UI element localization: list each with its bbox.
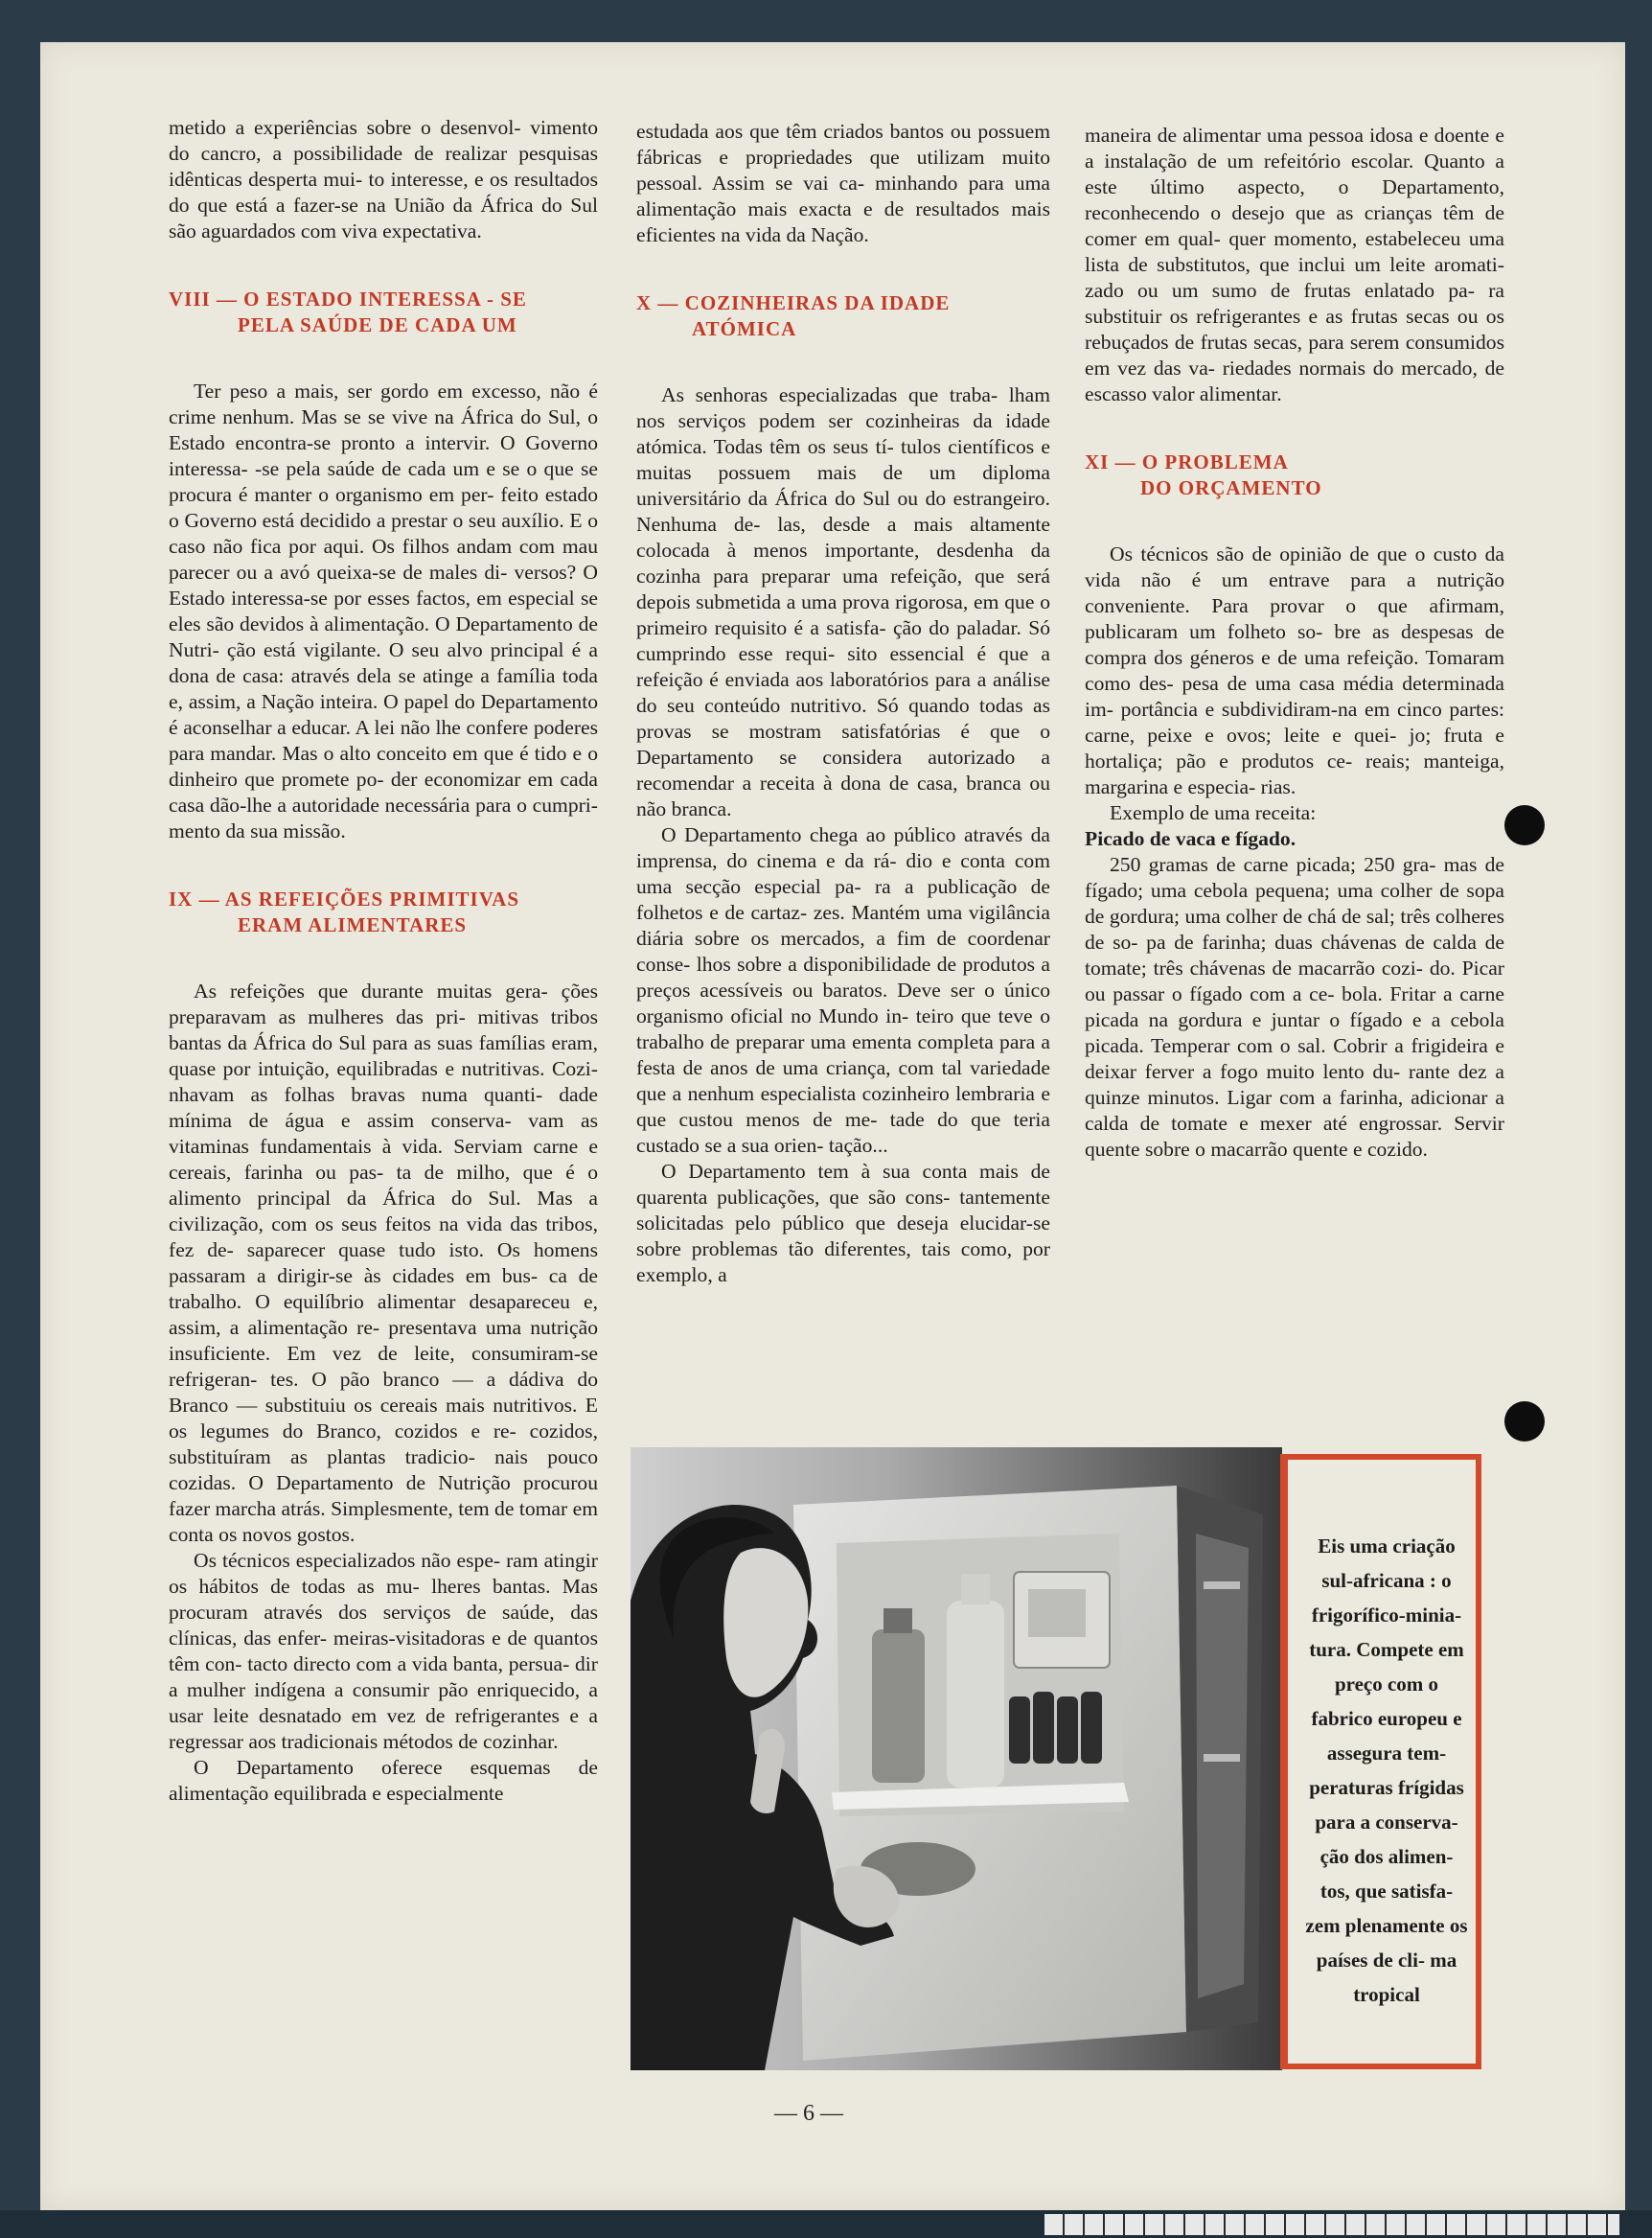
paragraph: As refeições que durante muitas gera- ções preparavam as mulheres das pri- mitivas tribos bantas da África do Sul para as suas famílias eram, quase por intuição, equilibradas e nutritivas. Cozi- nhavam as folhas bravas numa quanti- dade mínima de água e assim conserva- vam as vitaminas fundamentais à vida. Serviam carne e cereais, farinha ou pas- ta de milho, que é o alimento principal da África do Sul. Mas a civilização, com os seus feitos na vida das tribos, fez de- saparecer quase tudo isto. Os homens passaram a dirigir-se às cidades em bus- ca de trabalho. O equilíbrio alimentar desapareceu e, assim, a alimentação re- presentava uma nutrição insuficiente. Em vez de leite, consumiram-se refrigeran- tes. O pão branco — a dádiva do Branco — substituiu os cereais mais nutritivos. E os legumes do Branco, cozidos e re- cozidos, substituíram as plantas tradicio- nais pouco cozidas. O Departamento de Nutrição procurou fazer marcha atrás. Simplesmente, tem de tomar em conta os novos gostos. [169, 980, 598, 1546]
section-heading-viii [169, 287, 598, 338]
paragraph: Ter peso a mais, ser gordo em excesso, não é crime nenhum. Mas se se vive na África do Sul, o Estado encontra-se pronto a intervir. O Governo interessa- -se pela saúde de cada um e se o que se procura é manter o organismo em per- feito estado o Governo está decidido a prestar o seu auxílio. E o caso não fica por aqui. Os filhos andam com mau parecer ou a avó queixa-se de males di- versos? O Estado interessa-se por esses factos, em especial se eles são devidos à alimentação. O Departamento de Nutri- ção está vigilante. O seu alvo principal é a dona de casa: através dela se atinge a família toda e, assim, a Nação inteira. O papel do Departamento é aconselhar a educar. A lei não lhe confere poderes para mandar. Mas o alto conceito em que é tido e o dinheiro que promete po- der economizar em cada casa dão-lhe a autoridade necessária para o cumpri- mento da sua missão. [169, 380, 598, 842]
photo-caption: Eis uma criação sul-africana : o frigorífico-minia- tura. Compete em preço com o fabrico europeu e assegura tem- peraturas frígidas para a conserva- ção dos alimen- tos, que satisfa- zem plenamente os países de cli- ma tropical [1305, 1534, 1468, 2006]
recipe-text: 250 gramas de carne picada; 250 gra- mas de fígado; uma cebola pequena; uma colher de sopa de gordura; uma colher de chá de sal; três colheres de so- pa de farinha; duas chávenas de calda de tomate; três chávenas de macarrão cozi- do. Picar ou passar o fígado com a ce- bola. Fritar a carne picada na gordura e juntar o fígado e a cebola picada. Temperar com o sal. Cobrir a frigideira e deixar ferver a fogo muito lento du- rante dez a quinze minutos. Ligar com a farinha, adicionar a calda de tomate e mexer até engrossar. Servir quente sobre o macarrão quente e cozido. [1085, 853, 1504, 1161]
paragraph: Exemplo de uma receita: [1110, 801, 1317, 824]
heading-viii-line2: PELA SAÚDE DE CADA UM [238, 313, 517, 336]
text-column-1 [169, 115, 598, 1807]
heading-xi-line2: DO ORÇAMENTO [1140, 476, 1322, 499]
photo-illustration [631, 1447, 1282, 2070]
punch-hole-lower [1504, 1401, 1545, 1442]
heading-x-line1: X — COZINHEIRAS DA IDADE [636, 291, 951, 314]
heading-ix-line1: IX — AS REFEIÇÕES PRIMITIVAS [169, 888, 520, 911]
paragraph: Os técnicos especializados não espe- ram atingir os hábitos de todas as mu- lheres bantas. Mas procuram através dos serviços de saúde, das clínicas, das enfer- meiras-visitadoras e de quantos têm con- tacto directo com a vida banta, persua- dir a mulher indígena a consumir pão enriquecido, a usar leite desnatado em vez de refrigerantes e a regressar aos tradicionais métodos de cozinhar. [169, 1549, 598, 1753]
column2-intro: estudada aos que têm criados bantos ou possuem fábricas e propriedades que utilizam muito pessoal. Assim se vai ca- minhando para uma alimentação mais exacta e de resultados mais eficientes na vida da Nação. [636, 120, 1050, 246]
page-number: — 6 — [774, 2101, 843, 2126]
heading-ix-line2: ERAM ALIMENTARES [238, 913, 468, 936]
text-column-2 [636, 119, 1050, 1288]
paragraph: O Departamento chega ao público através da imprensa, do cinema e da rá- dio e conta com uma secção especial pa- ra a publicação de folhetos e de cartaz- zes. Mantém uma vigilância diária sobre os mercados, a fim de coordenar conse- lhos sobre a disponibilidade de produtos a preços acessíveis ou baratos. Deve ser o único organismo oficial no Mundo in- teiro que teve o trabalho de preparar uma ementa completa para a festa de anos de uma criança, com tal variedade que a nenhum especialista cozinheiro lembraria e que custou menos de me- tade do que teria custado se a sua orien- tação... [636, 823, 1050, 1157]
recipe-title: Picado de vaca e fígado. [1085, 827, 1296, 850]
punch-hole-upper [1504, 805, 1545, 845]
photo-caption-box [1280, 1454, 1481, 2069]
section-heading-ix [169, 887, 598, 938]
paragraph: Os técnicos são de opinião de que o custo da vida não é um entrave para a nutrição conveniente. Para provar o que afirmam, publicaram um folheto so- bre as despesas de compra dos géneros e de uma refeição. Tomaram como des- pesa de uma casa média determinada im- portância e subdividiram-na em cinco partes: carne, peixe e ovos; leite e quei- jo; fruta e hortaliça; pão e produtos ce- reais; manteiga, margarina e especia- rias. [1085, 542, 1504, 798]
paragraph: O Departamento tem à sua conta mais de quarenta publicações, que são cons- tantemente solicitadas pelo público que deseja elucidar-se sobre problemas tão diferentes, tais como, por exemplo, a [636, 1160, 1050, 1286]
heading-x-line2: ATÓMICA [692, 317, 797, 340]
column1-intro: metido a experiências sobre o desenvol- vimento do cancro, a possibilidade de realizar pesquisas idênticas desperta mui- to interesse, e os resultados do que está a fazer-se na União da África do Sul são aguardados com viva expectativa. [169, 116, 598, 242]
scan-ruler [1044, 2214, 1619, 2235]
heading-xi-line1: XI — O PROBLEMA [1085, 450, 1289, 473]
section-heading-xi [1085, 450, 1504, 501]
paragraph: As senhoras especializadas que traba- lham nos serviços podem ser cozinheiras da idade atómica. Todas têm os seus tí- tulos científicos e muitas possuem mais de um diploma universitário da África do Sul ou do estrangeiro. Nenhuma de- las, desde a mais altamente colocada à menos importante, desdenha da cozinha para preparar uma refeição, que será depois submetida a uma prova rigorosa, em que o primeiro requisito é a satisfa- ção do paladar. Só cumprindo esse requi- sito essencial é que a refeição é enviada aos laboratórios para a análise do seu conteúdo nutritivo. Só quando todas as provas se mostram satisfatórias é que o Departamento se considera autorizado a recomendar a receita à dona de casa, branca ou não branca. [636, 383, 1050, 820]
heading-viii-line1: VIII — O ESTADO INTERESSA - SE [169, 288, 527, 311]
column3-intro: maneira de alimentar uma pessoa idosa e doente e a instalação de um refeitório escolar. Quanto a este último aspecto, o Departamento, reconhecendo o desejo que as crianças têm de comer em qual- quer momento, estabeleceu uma lista de substitutos, que inclui um leite aromati- zado ou um sumo de frutas enlatado pa- ra substituir os refrigerantes e as frutas secas ou os rebuçados de frutas secas, para serem consumidos em vez das va- riedades normais do mercado, de escasso valor alimentar. [1085, 124, 1504, 405]
section-heading-x [636, 290, 1050, 342]
paragraph: O Departamento oferece esquemas de alimentação equilibrada e especialmente [169, 1756, 598, 1805]
refrigerator-photo [631, 1447, 1282, 2070]
text-column-3 [1085, 123, 1504, 1163]
